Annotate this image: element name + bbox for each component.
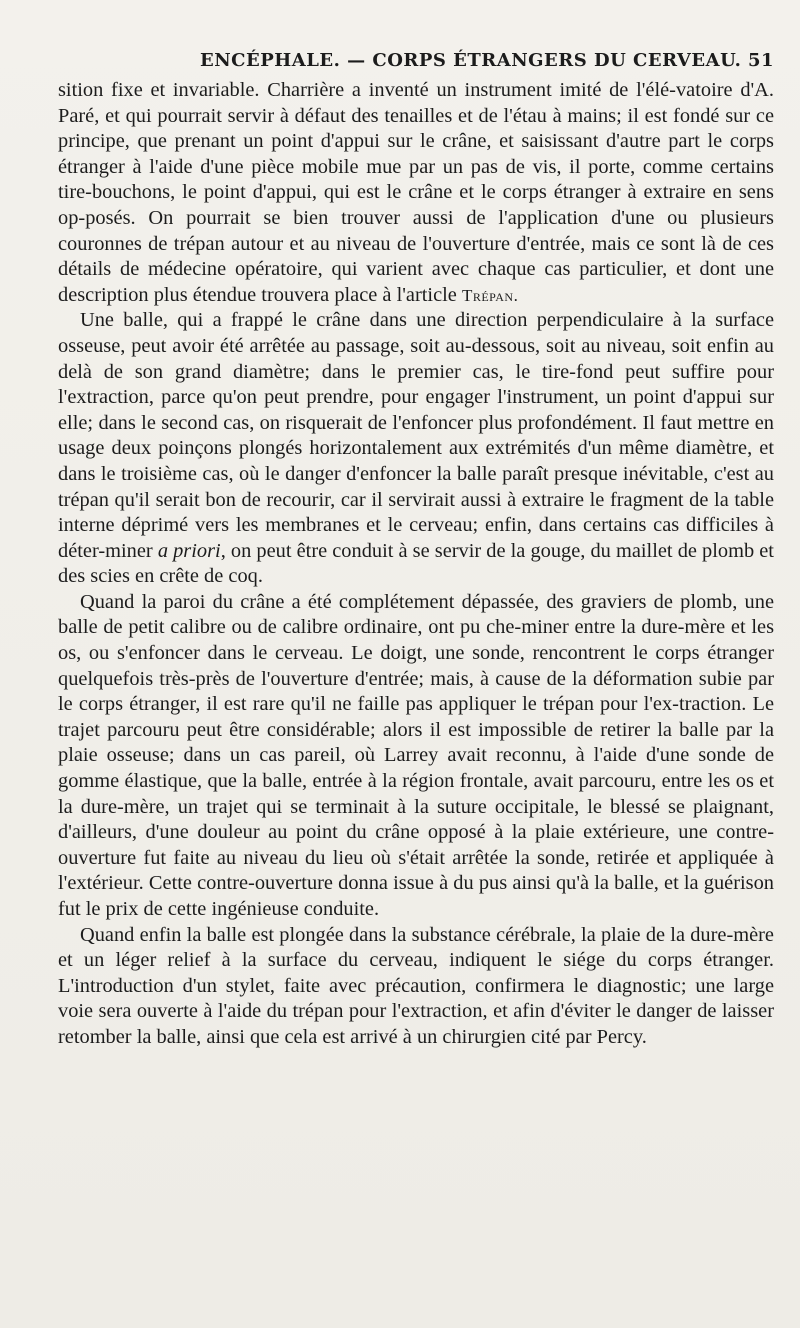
body-text bbox=[58, 78, 774, 1051]
text-line: crâne, et saisissant d'autre part le corps étranger à l'aide d'une pièce bbox=[58, 130, 774, 178]
text-line: issue à du pus ainsi qu'à la balle, et la guérison fut le prix de cette bbox=[58, 872, 774, 920]
text-line: miner entre la dure-mère et les os, ou s'enfoncer dans le cerveau. Le bbox=[58, 616, 775, 665]
italic-phrase: a priori bbox=[157, 539, 221, 562]
text-line: posés. On pourrait se bien trouver aussi de l'application d'une ou plusieurs bbox=[85, 206, 774, 229]
text-line: à mains; il est fondé sur ce principe, que prenant un point d'appui sur le bbox=[58, 104, 775, 153]
text-line: siége du corps étranger. L'introduction d'un stylet, faite avec précaution, bbox=[58, 949, 774, 997]
text-line: cas, le tire-fond peut suffire pour l'extraction, parce qu'on peut prendre, bbox=[58, 360, 774, 409]
text-line: soit au niveau, soit enfin au delà de son grand diamètre; dans le premier bbox=[58, 334, 774, 383]
text-line: particulier, et dont une description plus étendue trouvera place à l'article bbox=[58, 258, 775, 306]
text-line: il servirait aussi à extraire le fragment de la table interne déprimé vers bbox=[58, 488, 774, 537]
text-line: sonde, retirée et appliquée à l'extérieur. Cette contre-ouverture donna bbox=[58, 846, 774, 895]
text-line: étranger, il est rare qu'il ne faille pas appliquer le trépan pour l'ex- bbox=[129, 693, 679, 716]
text-line: d'ailleurs, d'une douleur au point du crâne opposé à la plaie extérieure, bbox=[58, 821, 670, 844]
text-line: confirmera le diagnostic; une large voie sera ouverte à l'aide du trépan bbox=[58, 974, 774, 1023]
text-line: ingénieuse conduite. bbox=[211, 898, 380, 920]
page-number: 51 bbox=[747, 50, 774, 71]
text-line: miner bbox=[105, 539, 158, 562]
paragraph-2 bbox=[58, 308, 774, 590]
text-line: sont là de ces détails de médecine opératoire, qui varient avec chaque cas bbox=[58, 232, 774, 281]
running-header bbox=[58, 50, 774, 78]
text-line: de plomb et des scies en crête de coq. bbox=[58, 539, 774, 588]
text-line: couronnes de trépan autour et au niveau de l'ouverture d'entrée, mais ce bbox=[58, 232, 655, 255]
text-line: plomb, une balle de petit calibre ou de calibre ordinaire, ont pu che- bbox=[58, 590, 774, 639]
text-line: pour l'extraction, et afin d'éviter le danger de laisser retomber la balle, bbox=[58, 1000, 774, 1048]
article-reference: Trépan. bbox=[461, 285, 519, 305]
text-line: Une balle, qui a frappé le crâne dans une direction perpendiculaire à bbox=[80, 309, 682, 332]
text-line: mobile mue par un pas de vis, il porte, comme certains tire-bouchons, le bbox=[58, 155, 774, 204]
text-line: usage deux poinçons plongés horizontalement aux extrémités d'un même bbox=[58, 437, 669, 460]
text-line: entrée à la région frontale, avait parcouru, entre les os et la dure-mère, bbox=[58, 770, 774, 818]
text-line: de la dure-mère et un léger relief à la surface du cerveau, indiquent le bbox=[58, 923, 774, 972]
text-line: diamètre, et dans le troisième cas, où le danger d'enfoncer la balle bbox=[58, 437, 774, 485]
text-line: une contre-ouverture fut faite au niveau du lieu où s'était arrêtée la bbox=[58, 821, 774, 869]
text-line: l'ouverture d'entrée; mais, à cause de la déformation subie par le corps bbox=[58, 667, 774, 716]
text-line: paraît presque inévitable, c'est au trépan qu'il serait bon de recourir, car bbox=[58, 462, 775, 511]
text-line: traction. Le trajet parcouru peut être considérable; alors il est impossible bbox=[58, 693, 775, 741]
text-line: vatoire d'A. Paré, et qui pourrait servir à défaut des tenailles et de l'étau bbox=[58, 79, 775, 127]
text-line: Quand la paroi du crâne a été complétement dépassée, des graviers de bbox=[80, 590, 673, 613]
text-line: doigt, une sonde, rencontrent le corps étranger quelquefois très-près de bbox=[58, 642, 774, 690]
header-title: ENCÉPHALE. — CORPS ÉTRANGERS DU CERVEAU. bbox=[200, 50, 742, 71]
text-line: les membranes et le cerveau; enfin, dans certains cas difficiles à déter- bbox=[58, 514, 774, 562]
paragraph-3 bbox=[58, 590, 774, 923]
paragraph-4 bbox=[58, 923, 774, 1051]
text-line: ainsi que cela est arrivé à un chirurgien cité par Percy. bbox=[206, 1025, 647, 1048]
text-line: pour engager l'instrument, un point d'appui sur elle; dans le second bbox=[58, 386, 774, 434]
text-line: un trajet qui se terminait à la suture occipitale, le blessé se plaignant, bbox=[177, 795, 774, 818]
text-line: cas, on risquerait de l'enfoncer plus profondément. Il faut mettre en bbox=[223, 411, 774, 434]
text-line: avait reconnu, à l'aide d'une sonde de gomme élastique, que la balle, bbox=[58, 744, 774, 793]
text-line: de retirer la balle par la plaie osseuse; dans un cas pareil, où Larrey bbox=[58, 718, 774, 767]
text-line: sition fixe et invariable. Charrière a inventé un instrument imité de l'élé- bbox=[58, 79, 676, 101]
text-line: point d'appui, qui est le crâne et le corps étranger à extraire en sens op- bbox=[58, 181, 774, 229]
paragraph-1 bbox=[58, 78, 774, 308]
text-line: , on peut être conduit à se servir de la gouge, du maillet bbox=[220, 539, 673, 562]
text-line: la surface osseuse, peut avoir été arrêtée au passage, soit au-dessous, bbox=[58, 309, 774, 357]
text-line: Quand enfin la balle est plongée dans la substance cérébrale, la plaie bbox=[80, 923, 641, 946]
